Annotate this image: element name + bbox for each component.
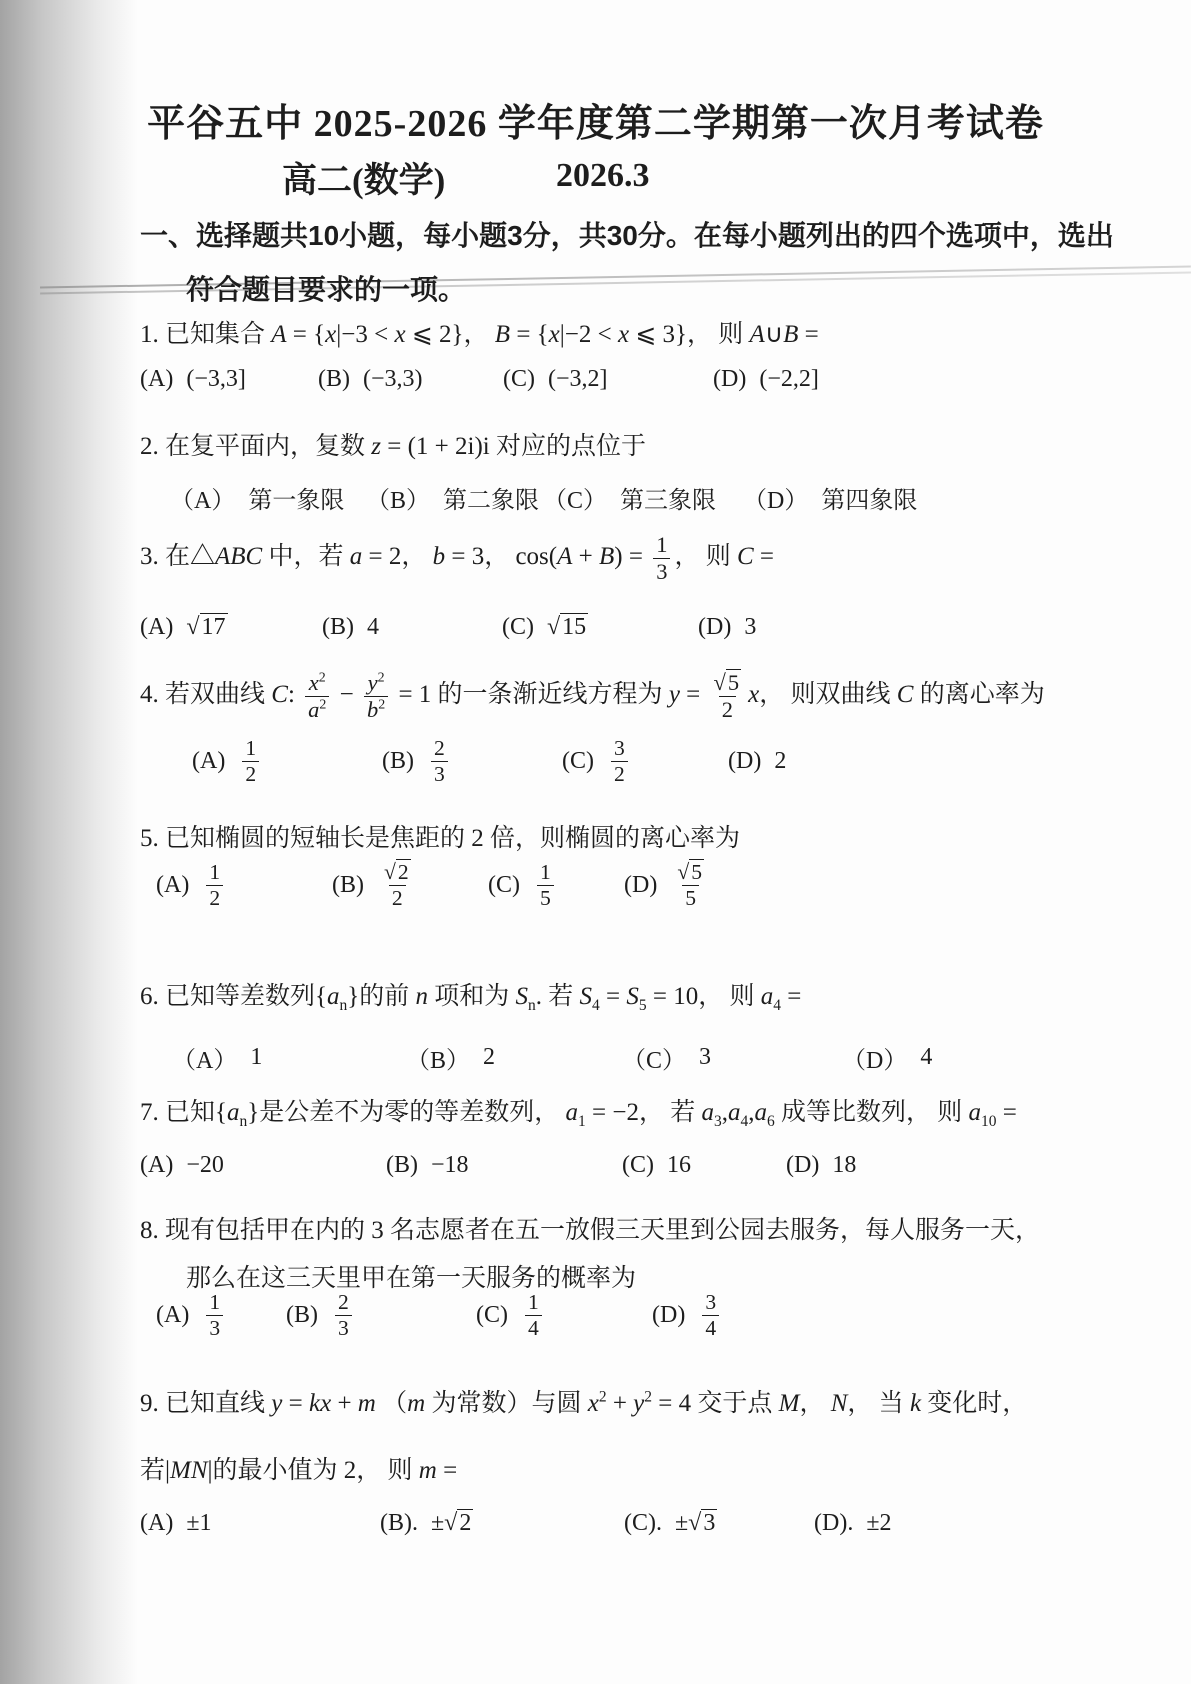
option bbox=[624, 1510, 814, 1537]
option bbox=[728, 748, 786, 775]
option-value: ±√2 bbox=[431, 1510, 472, 1536]
option bbox=[322, 614, 502, 641]
option bbox=[622, 1152, 786, 1179]
option-label: (B). bbox=[380, 1510, 418, 1536]
section-instruction-line1: 一、选择题共10小题，每小题3分，共30分。在每小题列出的四个选项中，选出 bbox=[140, 220, 1114, 251]
option bbox=[156, 1290, 286, 1341]
option-label: （D） bbox=[842, 1048, 908, 1074]
option-label: (D). bbox=[814, 1510, 854, 1536]
question-8-options bbox=[140, 1290, 723, 1341]
option bbox=[140, 366, 318, 393]
option-label: (B) bbox=[318, 366, 350, 392]
option bbox=[842, 1040, 932, 1075]
option-label: (C). bbox=[624, 1510, 662, 1536]
option-label: (D) bbox=[624, 871, 658, 898]
option-label: (C) bbox=[488, 871, 520, 898]
question-9-options bbox=[140, 1510, 892, 1537]
option-value: $\frac{3}{2}$ bbox=[607, 736, 632, 787]
option bbox=[140, 1510, 380, 1537]
question-8-stem-line2: 那么在这三天里甲在第一天服务的概率为 bbox=[186, 1265, 637, 1292]
question-5-stem: 5. 已知椭圆的短轴长是焦距的 2 倍，则椭圆的离心率为 bbox=[140, 825, 741, 852]
question-9-stem-line2: 若|MN|的最小值为 2， 则 m = bbox=[140, 1457, 458, 1484]
option bbox=[743, 480, 917, 515]
option-label: (A) bbox=[156, 1301, 190, 1328]
option-label: (C) bbox=[502, 614, 534, 640]
option bbox=[502, 614, 698, 641]
option bbox=[192, 736, 382, 787]
option bbox=[652, 1290, 723, 1341]
option bbox=[386, 1152, 622, 1179]
option-label: (C) bbox=[503, 366, 535, 392]
option-label: （C） bbox=[543, 488, 608, 514]
option bbox=[366, 480, 543, 515]
option-value: $\frac{1}{2}$ bbox=[202, 860, 227, 911]
option-value: $\frac{2}{3}$ bbox=[331, 1290, 356, 1341]
option-label: (B) bbox=[322, 614, 354, 640]
question-3-stem: 3. 在△ABC 中，若 a = 2， b = 3， cos(A + B) = $\frac{1}{3}$ ， 则 C = bbox=[140, 532, 775, 584]
option bbox=[332, 860, 488, 911]
option bbox=[406, 1040, 622, 1075]
option-value: $\frac{√2}{2}$ bbox=[384, 860, 409, 910]
option-value: 4 bbox=[920, 1044, 933, 1070]
option-label: (A) bbox=[192, 747, 226, 774]
option-value: √17 bbox=[186, 614, 226, 640]
option-label: （A） bbox=[172, 1048, 238, 1074]
question-6-stem: 6. 已知等差数列$\{a_n\}$的前 n 项和为 $S_n$. 若 $S_4 = S_5 = 10$， 则 $a_4$ = bbox=[140, 983, 802, 1014]
option-label: (D) bbox=[713, 366, 747, 392]
option bbox=[140, 1152, 386, 1179]
option-value: (−2,2] bbox=[759, 366, 819, 392]
option-value: ±√3 bbox=[675, 1510, 716, 1536]
option-label: (A) bbox=[140, 1152, 174, 1178]
exam-course: 高二(数学) bbox=[282, 161, 446, 200]
scan-edge-shadow bbox=[0, 0, 138, 1684]
option-label: (B) bbox=[286, 1301, 318, 1328]
option-label: (A) bbox=[140, 614, 174, 640]
exam-title: 平谷五中 2025-2026 学年度第二学期第一次月考试卷 bbox=[147, 103, 1044, 145]
option-label: (A) bbox=[140, 366, 174, 392]
question-6-options bbox=[140, 1040, 932, 1075]
option-label: (D) bbox=[728, 747, 762, 774]
option-label: (D) bbox=[698, 614, 732, 640]
option-value: $\frac{1}{3}$ bbox=[202, 1290, 227, 1341]
option-label: （B） bbox=[406, 1048, 471, 1074]
option-value: (−3,3] bbox=[186, 366, 246, 392]
option bbox=[172, 1040, 406, 1075]
option-value: $\frac{3}{4}$ bbox=[698, 1290, 723, 1341]
option-value: $\frac{2}{3}$ bbox=[427, 736, 452, 787]
option bbox=[503, 366, 713, 393]
question-2-options bbox=[140, 480, 917, 515]
option-value: √15 bbox=[547, 614, 587, 640]
option bbox=[476, 1290, 652, 1341]
option bbox=[156, 860, 332, 911]
option-value: (−3,3) bbox=[363, 366, 423, 392]
option-value: $\frac{√5}{5}$ bbox=[677, 860, 702, 910]
option bbox=[562, 736, 728, 787]
option bbox=[543, 480, 743, 515]
option-value: 16 bbox=[667, 1152, 691, 1178]
question-8-stem: 8. 现有包括甲在内的 3 名志愿者在五一放假三天里到公园去服务，每人服务一天， bbox=[140, 1217, 1041, 1244]
option-value: 2 bbox=[774, 747, 787, 774]
option-label: (A) bbox=[156, 871, 190, 898]
option-value: 18 bbox=[832, 1152, 857, 1178]
option-label: (B) bbox=[386, 1152, 418, 1178]
option-value: −20 bbox=[186, 1152, 224, 1178]
option-value: 第一象限 bbox=[248, 488, 345, 514]
option bbox=[713, 366, 819, 393]
question-9-stem: 9. 已知直线 y = kx + m （m 为常数）与圆 $x^2 + y^2 = 4$ 交于点 M， N， 当 k 变化时， bbox=[140, 1388, 1028, 1417]
option bbox=[488, 860, 624, 911]
option bbox=[382, 736, 562, 787]
question-4-stem: 4. 若双曲线 C: $\frac{x^2}{a^2}$ − $\frac{y^2}{b^2}$ = 1 的一条渐近线方程为 y = $\frac{√5}{2}$ x， 则双曲线 C 的离心率为 bbox=[140, 670, 1045, 722]
option-value: $\frac{1}{5}$ bbox=[533, 860, 558, 911]
option-label: （A） bbox=[170, 488, 236, 514]
option-label: (D) bbox=[652, 1301, 686, 1328]
option bbox=[318, 366, 503, 393]
option-value: −18 bbox=[431, 1152, 469, 1178]
option bbox=[380, 1510, 624, 1537]
option-value: 第三象限 bbox=[620, 488, 717, 514]
question-2-stem: 2. 在复平面内，复数 z = (1 + 2i)i 对应的点位于 bbox=[140, 433, 646, 460]
option-value: 3 bbox=[699, 1044, 712, 1070]
option-label: (B) bbox=[382, 747, 414, 774]
question-4-options bbox=[140, 736, 786, 787]
option bbox=[170, 480, 366, 515]
option-value: 第四象限 bbox=[821, 488, 918, 514]
option-label: (C) bbox=[476, 1301, 508, 1328]
option bbox=[698, 614, 756, 641]
option-value: 第二象限 bbox=[443, 488, 540, 514]
option-label: (A) bbox=[140, 1510, 174, 1536]
question-7-stem: 7. 已知$\{a_n\}$是公差不为零的等差数列， $a_1 = -2$， 若 $a_3,a_4,a_6$ 成等比数列， 则 $a_{10}$ = bbox=[140, 1099, 1017, 1130]
option-value: 2 bbox=[483, 1044, 496, 1070]
exam-date: 2026.3 bbox=[556, 157, 650, 194]
option bbox=[140, 614, 322, 641]
option-label: (C) bbox=[562, 747, 594, 774]
option-label: （B） bbox=[366, 488, 431, 514]
option-value: ±1 bbox=[186, 1510, 212, 1536]
option-value: 4 bbox=[367, 614, 379, 640]
option-label: (B) bbox=[332, 871, 364, 898]
option bbox=[624, 860, 711, 911]
option-value: (−3,2] bbox=[548, 366, 608, 392]
option-value: $\frac{1}{4}$ bbox=[521, 1290, 546, 1341]
question-5-options bbox=[140, 860, 711, 911]
option bbox=[786, 1152, 856, 1179]
option bbox=[814, 1510, 892, 1537]
question-1-options bbox=[140, 366, 819, 393]
option bbox=[286, 1290, 476, 1341]
option-value: 3 bbox=[744, 614, 757, 640]
option-label: （D） bbox=[743, 488, 809, 514]
section-instruction-line2: 符合题目要求的一项。 bbox=[186, 274, 467, 305]
option bbox=[622, 1040, 842, 1075]
question-3-options bbox=[140, 614, 756, 641]
option-value: 1 bbox=[250, 1044, 263, 1070]
option-value: ±2 bbox=[866, 1510, 892, 1536]
question-1-stem: 1. 已知集合 A = {x|−3 < x ⩽ 2}， B = {x|−2 < x ⩽ 3}， 则 A∪B = bbox=[140, 321, 819, 348]
option-value: $\frac{1}{2}$ bbox=[238, 736, 263, 787]
option-label: （C） bbox=[622, 1048, 687, 1074]
option-label: (D) bbox=[786, 1152, 820, 1178]
option-label: (C) bbox=[622, 1152, 654, 1178]
question-7-options bbox=[140, 1152, 856, 1179]
